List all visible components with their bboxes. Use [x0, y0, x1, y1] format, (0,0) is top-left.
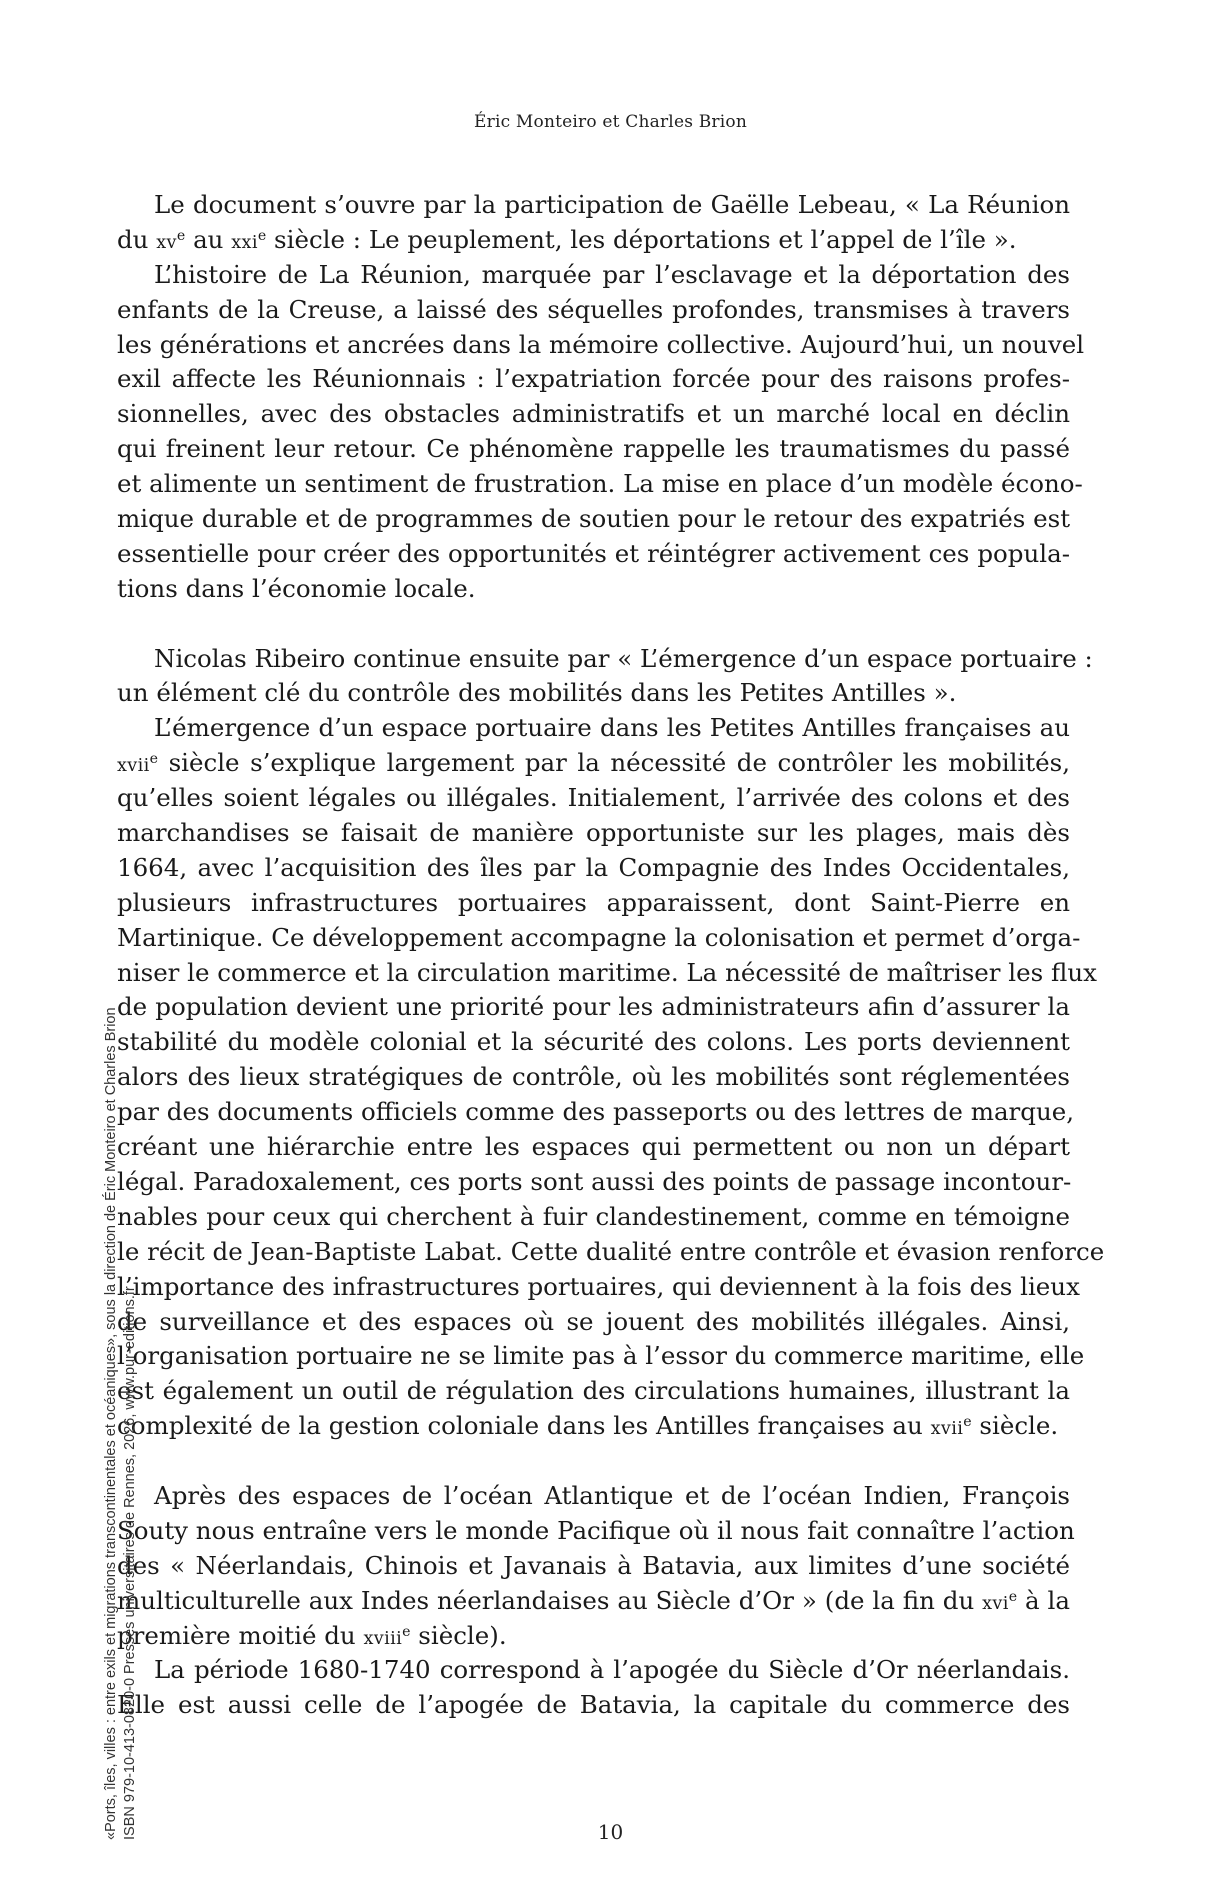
body-text [117, 188, 1105, 1723]
inline-text: siècle). [418, 1620, 507, 1650]
text-line: Après des espaces de l’océan Atlantique et de l’océan Indien, François [154, 1480, 1070, 1510]
text-line: exil affecte les Réunionnais : l’expatriation forcée pour des raisons profes- [117, 364, 1070, 394]
text-line: enfants de la Creuse, a laissé des séquelles profondes, transmises à travers [117, 294, 1070, 324]
text-line: 1664, avec l’acquisition des îles par la Compagnie des Indes Occidentales, [117, 852, 1070, 882]
ordinal-suffix: e [402, 1623, 411, 1640]
text-line: niser le commerce et la circulation maritime. La nécessité de maîtriser les flux [117, 957, 1097, 987]
century-numeral: xvi [982, 1593, 1009, 1614]
text-line: nables pour ceux qui cherchent à fuir clandestinement, comme en témoigne [117, 1201, 1070, 1231]
text-line: et alimente un sentiment de frustration. La mise en place d’un modèle écono- [117, 469, 1083, 499]
text-line: plusieurs infrastructures portuaires apparaissent, dont Saint-Pierre en [117, 887, 1070, 917]
text-line: qui freinent leur retour. Ce phénomène rappelle les traumatismes du passé [117, 434, 1070, 464]
inline-text: siècle s’explique largement par la nécessité de contrôler les mobilités, [168, 748, 1070, 778]
paragraph-gap [117, 1444, 1070, 1479]
inline-text: siècle. [979, 1411, 1059, 1441]
century-numeral: xvii [930, 1419, 964, 1440]
inline-text: au [193, 224, 224, 254]
text-line [117, 1584, 1070, 1619]
inline-text: multiculturelle aux Indes néerlandaises au Siècle d’Or » (de la fin du [117, 1585, 975, 1615]
text-line: alors des lieux stratégiques de contrôle, où les mobilités sont réglementées [117, 1062, 1070, 1092]
text-line [117, 1409, 1070, 1444]
text-line [117, 223, 1070, 258]
inline-text: à la [1025, 1585, 1070, 1615]
text-line: Souty nous entraîne vers le monde Pacifique où il nous fait connaître l’action [117, 1515, 1075, 1545]
text-line: Le document s’ouvre par la participation de Gaëlle Lebeau, « La Réunion [154, 190, 1070, 219]
text-line: les générations et ancrées dans la mémoire collective. Aujourd’hui, un nouvel [117, 329, 1085, 359]
text-line [117, 1619, 1070, 1654]
text-line: l’importance des infrastructures portuaires, qui deviennent à la fois des lieux [117, 1271, 1080, 1301]
text-line: stabilité du modèle colonial et la sécurité des colons. Les ports deviennent [117, 1027, 1070, 1057]
text-line: de population devient une priorité pour les administrateurs afin d’assurer la [117, 992, 1070, 1022]
copyright-side-note [102, 840, 166, 1840]
text-line: par des documents officiels comme des passeports ou des lettres de marque, [117, 1097, 1075, 1127]
century-numeral: xvii [117, 756, 150, 777]
text-line: marchandises se faisait de manière opportuniste sur les plages, mais dès [117, 818, 1070, 848]
text-line: sionnelles, avec des obstacles administratifs et un marché local en déclin [117, 399, 1070, 429]
text-line: essentielle pour créer des opportunités et réintégrer activement ces popula- [117, 538, 1070, 568]
text-line: Elle est aussi celle de l’apogée de Batavia, la capitale du commerce des [117, 1690, 1070, 1720]
text-line [117, 746, 1070, 781]
side-note-line: ISBN 979-10-413-0820-0 Presses universitaires de Rennes, 2026, www.pur-editions.fr [122, 1286, 138, 1840]
century-numeral: xxi [231, 232, 258, 253]
text-line: le récit de Jean-Baptiste Labat. Cette dualité entre contrôle et évasion renforce [117, 1236, 1105, 1266]
inline-text: complexité de la gestion coloniale dans les Antilles françaises au [117, 1411, 923, 1441]
text-line: Nicolas Ribeiro continue ensuite par « L’émergence d’un espace portuaire : [154, 643, 1093, 673]
text-line: est également un outil de régulation des circulations humaines, illustrant la [117, 1376, 1070, 1406]
ordinal-suffix: e [176, 228, 186, 245]
side-note-line: «Ports, îles, villes : entre exils et migrations transcontinentales et océaniques», sous la direction de Éric Monteiro et Charles Brion [103, 1007, 119, 1840]
text-line: créant une hiérarchie entre les espaces qui permettent ou non un départ [117, 1132, 1070, 1162]
ordinal-suffix: e [149, 751, 158, 768]
text-line: L’émergence d’un espace portuaire dans les Petites Antilles françaises au [154, 713, 1070, 743]
paragraph-gap [117, 607, 1070, 642]
text-line: La période 1680-1740 correspond à l’apogée du Siècle d’Or néerlandais. [154, 1655, 1070, 1685]
century-numeral: xv [156, 232, 177, 253]
text-line: tions dans l’économie locale. [117, 573, 476, 603]
ordinal-suffix: e [963, 1414, 972, 1431]
text-line: des « Néerlandais, Chinois et Javanais à Batavia, aux limites d’une société [117, 1550, 1070, 1580]
century-numeral: xviii [363, 1628, 403, 1649]
text-line: L’histoire de La Réunion, marquée par l’esclavage et la déportation des [154, 259, 1070, 289]
text-line: mique durable et de programmes de soutien pour le retour des expatriés est [117, 504, 1071, 534]
text-line: l’organisation portuaire ne se limite pas à l’essor du commerce maritime, elle [117, 1341, 1085, 1371]
text-line: de surveillance et des espaces où se jouent des mobilités illégales. Ainsi, [117, 1306, 1070, 1336]
ordinal-suffix: e [1008, 1588, 1018, 1605]
page-number: 10 [597, 1820, 624, 1844]
text-line: qu’elles soient légales ou illégales. Initialement, l’arrivée des colons et des [117, 783, 1070, 813]
text-line: légal. Paradoxalement, ces ports sont aussi des points de passage incontour- [117, 1166, 1072, 1196]
text-line: un élément clé du contrôle des mobilités dans les Petites Antilles ». [117, 678, 957, 708]
text-line: Martinique. Ce développement accompagne la colonisation et permet d’orga- [117, 922, 1081, 952]
inline-text: siècle : Le peuplement, les déportations et l’appel de l’île ». [274, 224, 1017, 254]
running-head: Éric Monteiro et Charles Brion [474, 112, 747, 132]
ordinal-suffix: e [257, 228, 267, 245]
inline-text: du [117, 224, 149, 254]
inline-text: première moitié du [117, 1620, 356, 1650]
